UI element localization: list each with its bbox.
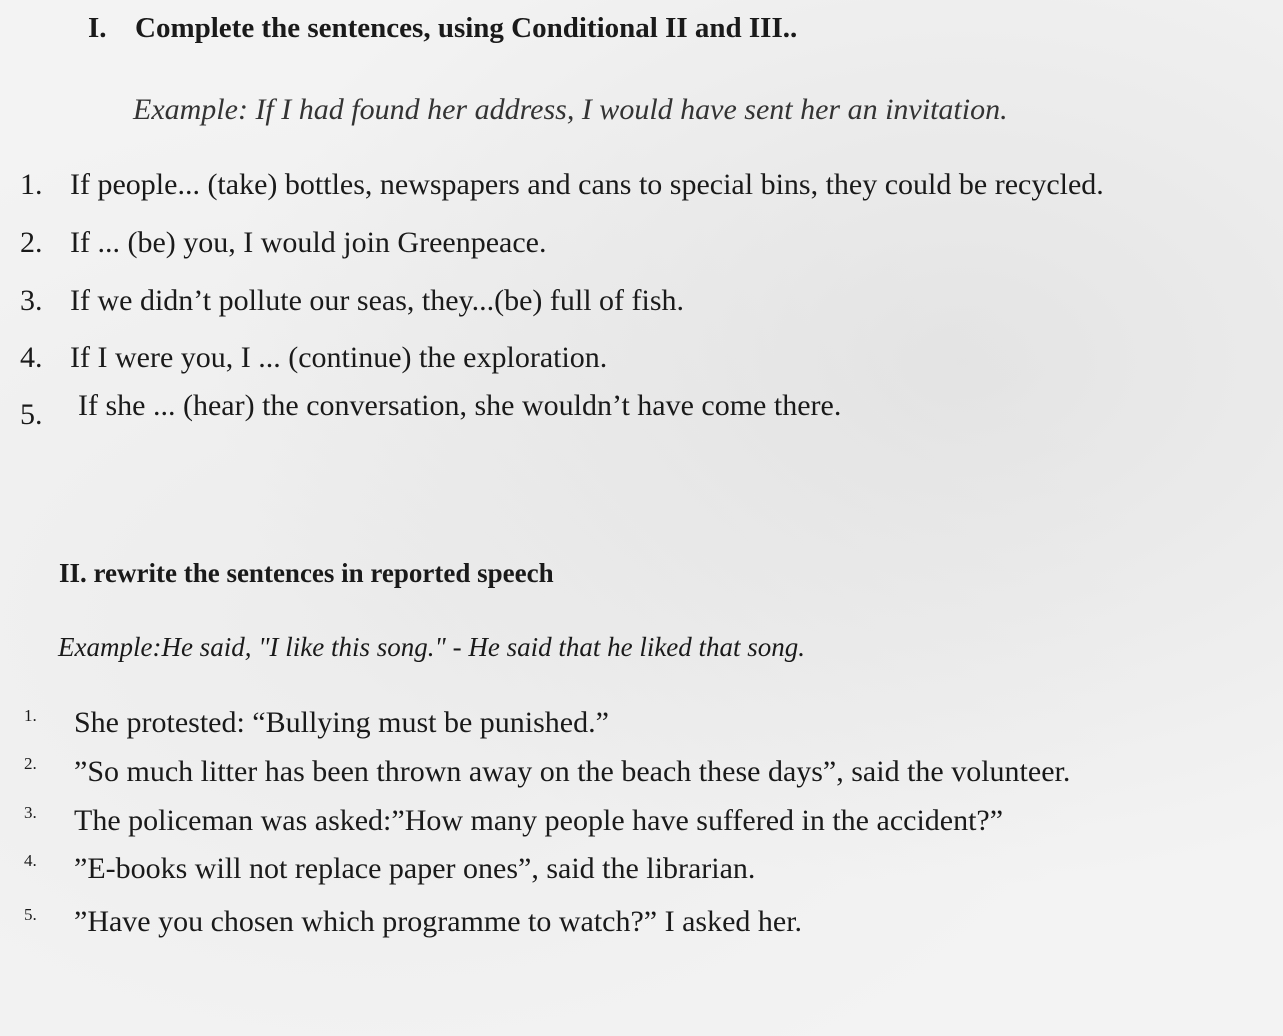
- item-number: 1.: [24, 706, 37, 725]
- section-2-title: II. rewrite the sentences in reported speech: [59, 558, 554, 588]
- item-text: If I were you, I ... (continue) the exploration.: [70, 341, 608, 374]
- section-1-number: I.: [88, 12, 107, 44]
- item-number: 5.: [24, 905, 37, 924]
- item-number: 4.: [24, 851, 37, 870]
- item-number: 5.: [20, 398, 43, 431]
- item-text: She protested: “Bullying must be punished.”: [74, 706, 609, 739]
- item-text: If ... (be) you, I would join Greenpeace.: [70, 226, 547, 259]
- item-number: 2.: [24, 754, 37, 773]
- item-text: The policeman was asked:”How many people have suffered in the accident?”: [74, 804, 1004, 837]
- item-text: If she ... (hear) the conversation, she wouldn’t have come there.: [78, 389, 842, 422]
- item-text: ”E-books will not replace paper ones”, said the librarian.: [74, 852, 756, 885]
- section-2-example: Example:He said, "I like this song." - He said that he liked that song.: [58, 632, 806, 662]
- section-1-example: Example: If I had found her address, I would have sent her an invitation.: [133, 93, 1008, 126]
- item-text: ”Have you chosen which programme to watch?” I asked her.: [74, 905, 803, 938]
- item-text: ”So much litter has been thrown away on the beach these days”, said the volunteer.: [74, 755, 1071, 788]
- item-number: 3.: [24, 803, 37, 822]
- item-number: 3.: [20, 284, 43, 317]
- item-number: 1.: [20, 168, 43, 201]
- item-number: 2.: [20, 226, 43, 259]
- section-1-title: Complete the sentences, using Conditional II and III..: [135, 12, 798, 44]
- item-number: 4.: [20, 341, 43, 374]
- item-text: If people... (take) bottles, newspapers and cans to special bins, they could be recycled.: [70, 168, 1104, 201]
- item-text: If we didn’t pollute our seas, they...(be) full of fish.: [70, 284, 685, 317]
